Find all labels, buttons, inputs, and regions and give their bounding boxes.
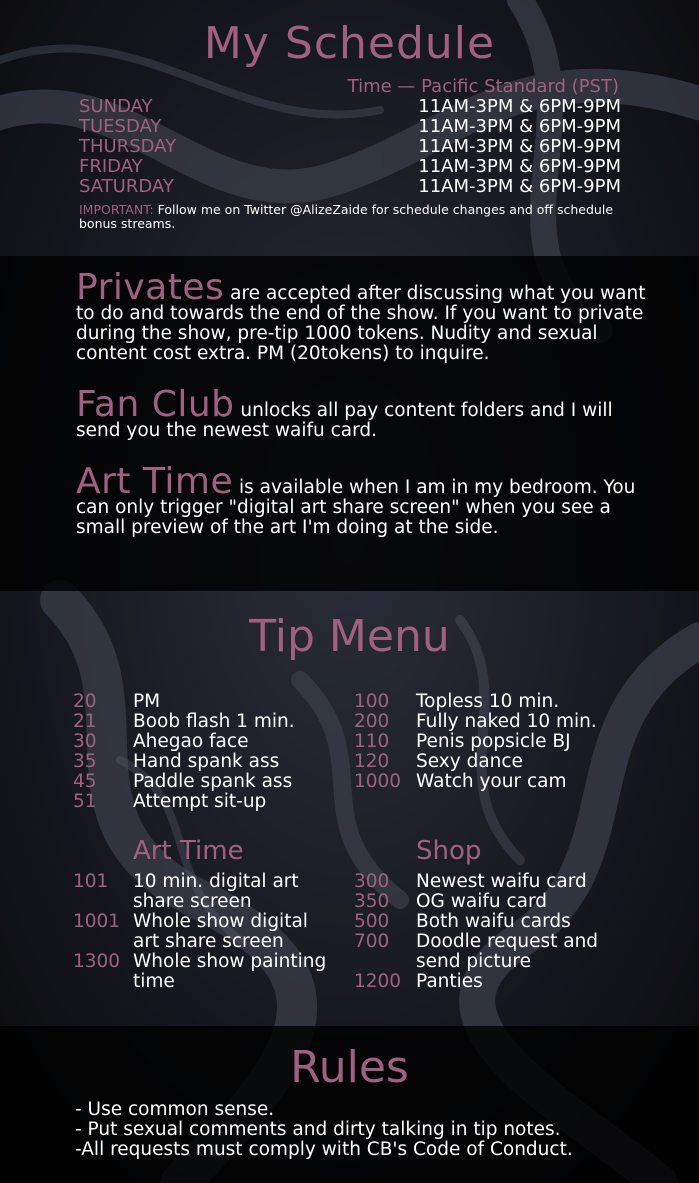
rule-line: - Put sexual comments and dirty talking in tip notes. — [75, 1119, 561, 1140]
arttime-keyword: Art Time — [76, 461, 234, 502]
schedule-day: SUNDAY — [79, 96, 153, 117]
shop-item — [354, 912, 654, 932]
tip-item — [73, 712, 353, 732]
tip-item — [73, 792, 353, 812]
tip-amount: 35 — [73, 751, 97, 772]
rules-section — [0, 1026, 699, 1183]
tip-label: Topless 10 min. — [416, 691, 560, 712]
tip-label-continued: send picture — [416, 951, 531, 972]
art-time-item — [73, 952, 353, 992]
tip-amount: 101 — [73, 871, 109, 892]
tip-label: Attempt sit-up — [133, 791, 267, 812]
schedule-day: THURSDAY — [79, 136, 177, 157]
rule-line: - Use common sense. — [75, 1099, 275, 1120]
tip-item — [354, 692, 654, 712]
tip-amount: 1001 — [73, 911, 121, 932]
tip-item — [354, 712, 654, 732]
tip-amount: 300 — [354, 871, 390, 892]
shop-item — [354, 872, 654, 892]
tip-label: Both waifu cards — [416, 911, 571, 932]
schedule-row — [79, 117, 621, 137]
tip-label: Ahegao face — [133, 731, 249, 752]
tip-amount: 20 — [73, 691, 97, 712]
tip-item — [354, 752, 654, 772]
tip-amount: 1000 — [354, 771, 402, 792]
schedule-day: TUESDAY — [79, 116, 162, 137]
tip-amount: 350 — [354, 891, 390, 912]
schedule-row — [79, 97, 621, 117]
tip-amount: 1200 — [354, 971, 402, 992]
schedule-row — [79, 157, 621, 177]
important-text: Follow me on Twitter @AlizeZaide for schedule changes and off schedule bonus streams. — [79, 202, 614, 231]
tip-label: Boob flash 1 min. — [133, 711, 295, 732]
tip-label-continued: art share screen — [133, 931, 284, 952]
schedule-hours: 11AM-3PM & 6PM-9PM — [418, 136, 621, 157]
schedule-section — [0, 0, 699, 256]
important-label: IMPORTANT: — [79, 202, 154, 217]
tip-item — [354, 772, 654, 792]
art-time-item — [73, 912, 353, 952]
tip-label: Penis popsicle BJ — [416, 731, 571, 752]
rule-line: -All requests must comply with CB's Code of Conduct. — [75, 1139, 573, 1160]
tip-label: Panties — [416, 971, 483, 992]
tip-label: OG waifu card — [416, 891, 548, 912]
arttime-text: is available when I am in my bedroom. You can only trigger "digital art share screen" when you see a small preview of the art I'm doing at the side. — [76, 477, 636, 538]
info-section — [0, 256, 699, 591]
tip-amount: 500 — [354, 911, 390, 932]
tip-label-continued: share screen — [133, 891, 252, 912]
tip-amount: 120 — [354, 751, 390, 772]
tip-item — [354, 732, 654, 752]
tip-amount: 21 — [73, 711, 97, 732]
tip-label: Whole show digital — [133, 911, 308, 932]
tip-item — [73, 732, 353, 752]
tip-label: Paddle spank ass — [133, 771, 293, 792]
tip-label: PM — [133, 691, 161, 712]
tip-item — [73, 752, 353, 772]
tip-amount: 51 — [73, 791, 97, 812]
tip-label-continued: time — [133, 971, 175, 992]
tip-item — [73, 692, 353, 712]
tip-label: Newest waifu card — [416, 871, 587, 892]
rules-title: Rules — [290, 1042, 409, 1093]
tip-amount: 1300 — [73, 951, 121, 972]
tip-amount: 200 — [354, 711, 390, 732]
tip-label: Doodle request and — [416, 931, 599, 952]
important-notice — [79, 203, 619, 231]
arttime-paragraph — [76, 461, 646, 538]
schedule-hours: 11AM-3PM & 6PM-9PM — [418, 96, 621, 117]
tip-label: Sexy dance — [416, 751, 523, 772]
privates-keyword: Privates — [76, 267, 225, 308]
tip-label: 10 min. digital art — [133, 871, 299, 892]
privates-text: are accepted after discussing what you want to do and towards the end of the show. If you want to private during the show, pre-tip 1000 tokens. Nudity and sexual content cost extra. PM (20tokens) to inquire. — [76, 283, 646, 364]
tip-menu-title: Tip Menu — [249, 611, 450, 662]
schedule-hours: 11AM-3PM & 6PM-9PM — [418, 176, 621, 197]
schedule-hours: 11AM-3PM & 6PM-9PM — [418, 156, 621, 177]
tip-label: Whole show painting — [133, 951, 327, 972]
tip-amount: 45 — [73, 771, 97, 792]
schedule-day: SATURDAY — [79, 176, 174, 197]
tip-menu-section — [0, 591, 699, 1026]
art-time-item — [73, 872, 353, 912]
fanclub-text: unlocks all pay content folders and I will send you the newest waifu card. — [76, 400, 613, 441]
tip-label: Fully naked 10 min. — [416, 711, 597, 732]
shop-heading: Shop — [416, 836, 482, 866]
schedule-title: My Schedule — [203, 18, 496, 69]
tip-amount: 700 — [354, 931, 390, 952]
shop-item — [354, 932, 654, 972]
schedule-day: FRIDAY — [79, 156, 143, 177]
tip-item — [73, 772, 353, 792]
shop-item — [354, 972, 654, 992]
tip-amount: 30 — [73, 731, 97, 752]
art-time-heading: Art Time — [133, 836, 244, 866]
tip-amount: 100 — [354, 691, 390, 712]
shop-item — [354, 892, 654, 912]
tip-label: Watch your cam — [416, 771, 567, 792]
fanclub-keyword: Fan Club — [76, 384, 235, 425]
fanclub-paragraph — [76, 384, 646, 441]
schedule-row — [79, 137, 621, 157]
schedule-row — [79, 177, 621, 197]
timezone-label: Time — Pacific Standard (PST) — [347, 76, 619, 97]
tip-amount: 110 — [354, 731, 390, 752]
schedule-hours: 11AM-3PM & 6PM-9PM — [418, 116, 621, 137]
privates-paragraph — [76, 267, 646, 364]
tip-label: Hand spank ass — [133, 751, 280, 772]
